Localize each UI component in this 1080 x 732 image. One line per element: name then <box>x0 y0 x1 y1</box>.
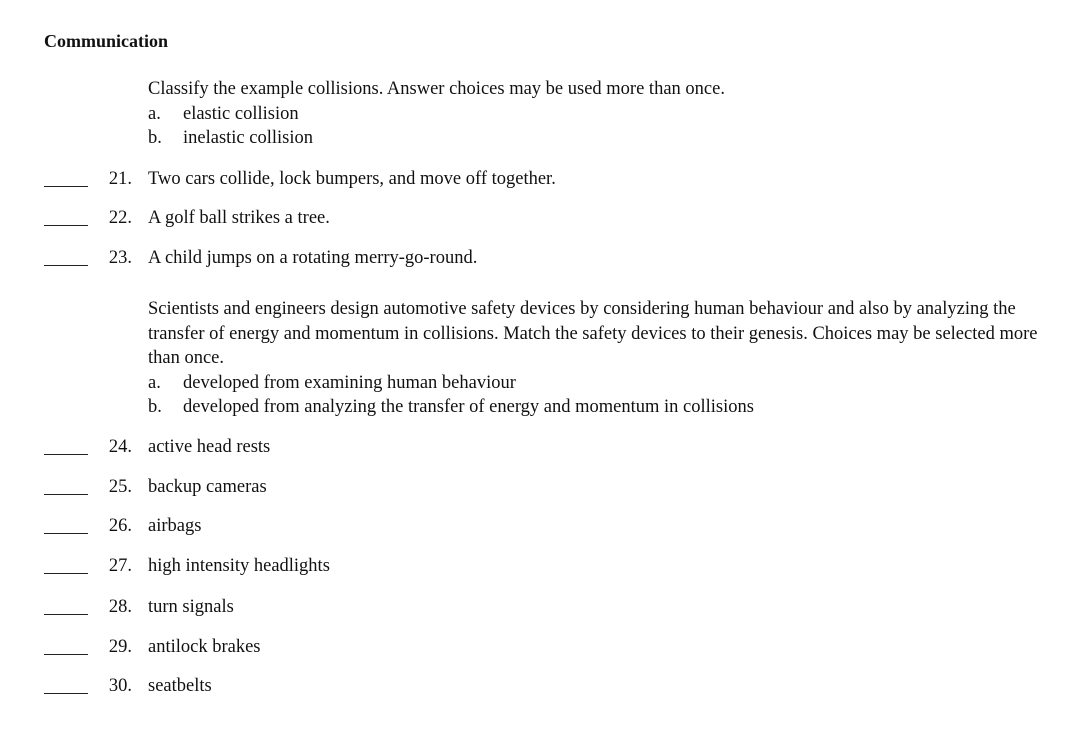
question-25 <box>0 474 1080 500</box>
choice-text: developed from analyzing the transfer of energy and momentum in collisions <box>183 397 754 417</box>
section2-choice-a <box>148 371 1048 396</box>
question-number: 21. <box>108 169 132 189</box>
question-text: Two cars collide, lock bumpers, and move off together. <box>148 169 556 189</box>
question-text: high intensity headlights <box>148 556 330 576</box>
section1-instructions: Classify the example collisions. Answer choices may be used more than once. <box>148 79 725 99</box>
choice-letter: b. <box>148 397 162 417</box>
choice-text: elastic collision <box>183 103 299 124</box>
question-text: turn signals <box>148 597 234 617</box>
question-text: antilock brakes <box>148 637 261 657</box>
question-number: 24. <box>108 437 132 457</box>
answer-blank[interactable] <box>44 614 88 615</box>
choice-letter: a. <box>148 103 161 124</box>
answer-blank[interactable] <box>44 693 88 694</box>
question-number: 27. <box>108 556 132 576</box>
question-text: seatbelts <box>148 676 212 696</box>
section2-instructions-block <box>148 297 1048 420</box>
section2-instructions: Scientists and engineers design automotive safety devices by considering human behaviour and also by analyzing the transfer of energy and momentum in collisions. Match the safety devices to their genesis. Choices may be selected more than once. <box>148 299 1038 368</box>
answer-blank[interactable] <box>44 265 88 266</box>
answer-blank[interactable] <box>44 573 88 574</box>
section1-choice-b <box>148 126 1048 151</box>
question-number: 29. <box>108 637 132 657</box>
choice-text: inelastic collision <box>183 128 313 148</box>
answer-blank[interactable] <box>44 494 88 495</box>
question-30 <box>0 673 1080 699</box>
answer-blank[interactable] <box>44 533 88 534</box>
question-number: 22. <box>108 208 132 228</box>
answer-blank[interactable] <box>44 186 88 187</box>
section2-choice-b <box>148 395 1048 420</box>
question-28 <box>0 594 1080 620</box>
choice-letter: b. <box>148 128 162 148</box>
choice-letter: a. <box>148 372 161 393</box>
question-29 <box>0 634 1080 660</box>
question-number: 28. <box>108 597 132 617</box>
section1-choice-a <box>148 102 1048 127</box>
question-number: 26. <box>108 516 132 536</box>
section1-instructions-block <box>148 77 1048 151</box>
question-text: A golf ball strikes a tree. <box>148 208 330 228</box>
answer-blank[interactable] <box>44 225 88 226</box>
section-title: Communication <box>44 31 169 51</box>
question-number: 23. <box>108 248 132 268</box>
question-number: 25. <box>108 477 132 497</box>
answer-blank[interactable] <box>44 454 88 455</box>
question-26 <box>0 513 1080 539</box>
question-text: A child jumps on a rotating merry-go-round. <box>148 248 478 268</box>
question-text: backup cameras <box>148 477 267 497</box>
question-24 <box>0 434 1080 460</box>
answer-blank[interactable] <box>44 654 88 655</box>
question-text: airbags <box>148 516 202 536</box>
question-22 <box>0 205 1080 231</box>
choice-text: developed from examining human behaviour <box>183 372 516 393</box>
question-23 <box>0 245 1080 271</box>
question-21 <box>0 166 1080 192</box>
question-number: 30. <box>108 676 132 696</box>
question-text: active head rests <box>148 437 271 457</box>
question-27 <box>0 553 1080 579</box>
